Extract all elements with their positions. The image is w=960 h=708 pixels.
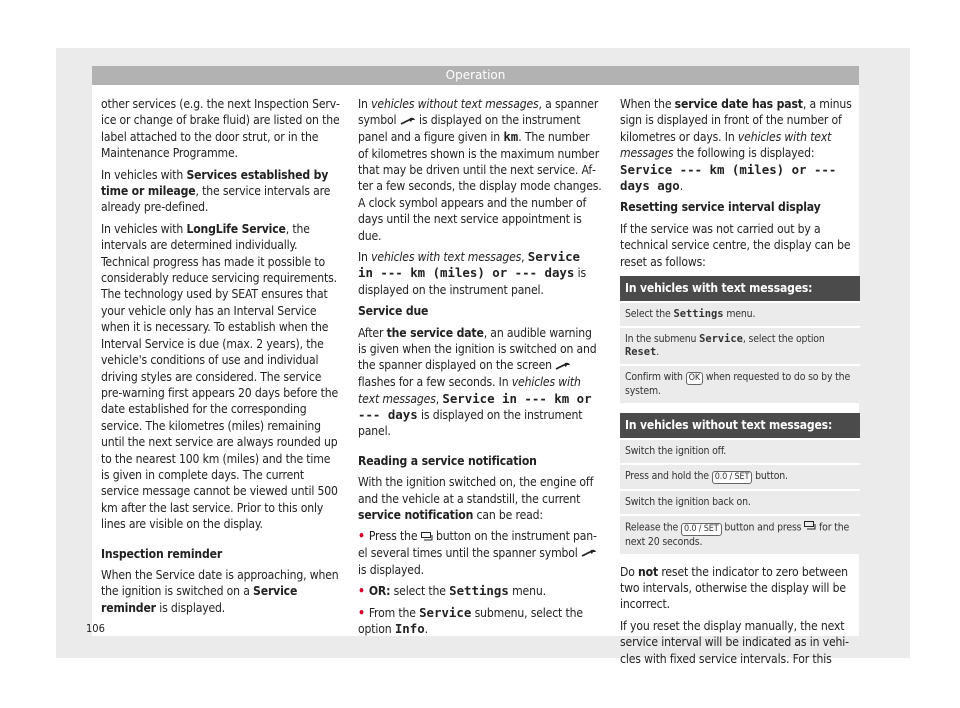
paragraph: With the ignition switched on, the engine off and the vehicle at a standstill, the current service notification can be read: [358, 475, 594, 522]
set-button-label: 0.0 / SET [712, 471, 753, 484]
bullet-item: • Press the button on the instrument panel several times until the spanner symbol is displayed. [358, 529, 597, 577]
bullet-item: • From the Service submenu, select the option Info. [358, 604, 583, 636]
paragraph: If the service was not carried out by a technical service centre, the display can be reset as follows: [620, 221, 851, 269]
bullet-item: • OR: select the Settings menu. [358, 583, 546, 599]
subheading-reading-notification: Reading a service notification [358, 453, 537, 468]
table-row: Switch the ignition off. [620, 438, 860, 463]
table-row: Press and hold the 0.0 / SET button. [620, 463, 860, 489]
table-no-text-messages [620, 413, 860, 554]
section-header: Operation [92, 66, 859, 85]
subheading-service-due: Service due [358, 304, 429, 319]
paragraph: When the Service date is approaching, when the ignition is switched on a Service reminder is displayed. [101, 567, 339, 615]
paragraph: Do not reset the indicator to zero between two intervals, otherwise the display will be incorrect. [620, 564, 848, 612]
table-header: In vehicles without text messages: [620, 413, 860, 438]
paragraph: In vehicles with Services established by time or mileage, the service intervals are already pre-defined. [101, 167, 331, 215]
table-row: In the submenu Service, select the option Reset. [620, 326, 860, 364]
table-text-messages [620, 276, 860, 403]
subheading-resetting: Resetting service interval display [620, 200, 821, 215]
paragraph: In vehicles with LongLife Service, the intervals are determined individually. Technical progress has made it possible to considerably reduce servicing requirements. The technology used by SEAT ensures that your vehicle only has an Interval Service when it is necessary. To establish when the Interval Service is due (max. 2 years), the vehicle's conditions of use and individual driving styles are considered. The service pre-warning first appears 20 days before the date established for the corresponding service. The kilometres (miles) remaining until the next service are always rounded up to the nearest 100 km (miles) and the time is given in complete days. The current service message cannot be viewed until 500 km after the last service. Prior to this only lines are visible on the display. [101, 221, 339, 532]
table-row: Release the 0.0 / SET button and press for the next 20 seconds. [620, 514, 860, 554]
table-row: Confirm with OK when requested to do so by the system. [620, 364, 860, 403]
table-header: In vehicles with text messages: [620, 276, 860, 301]
paragraph: other services (e.g. the next Inspection Service or change of brake fluid) are listed on the label attached to the door strut, or in the Maintenance Programme. [101, 97, 340, 161]
spanner-icon [555, 358, 571, 374]
column-2 [358, 96, 602, 642]
subheading-inspection-reminder: Inspection reminder [101, 546, 223, 561]
paragraph: If you reset the display manually, the next service interval will be indicated as in vehicles with fixed service intervals. For this [620, 618, 850, 666]
paragraph: In vehicles without text messages, a spanner symbol is displayed on the instrument panel and a figure given in km. The number of kilometres shown is the maximum number that may be driven until the next service. After a few seconds, the display mode changes. A clock symbol appears and the number of days until the next service appointment is due. [358, 97, 602, 243]
page-number: 106 [86, 622, 105, 635]
table-row: Select the Settings menu. [620, 301, 860, 326]
spanner-icon [400, 113, 416, 129]
table-row: Switch the ignition back on. [620, 489, 860, 514]
paragraph: When the service date has past, a minus sign is displayed in front of the number of kilometres or days. In vehicles with text messages the following is displayed: Service --- km (miles) or --- days ago. [620, 97, 852, 194]
spanner-icon [581, 545, 597, 561]
paragraph: After the service date, an audible warning is given when the ignition is switched on and the spanner displayed on the screen flashes for a few seconds. In vehicles with text messages, Service in --- km or --- days is displayed on the instrument panel. [358, 325, 597, 439]
column-1 [101, 96, 341, 621]
menu-button-icon [421, 529, 433, 545]
manual-page [86, 66, 859, 666]
set-button-label: 0.0 / SET [681, 523, 722, 536]
ok-button-label: OK [686, 372, 703, 385]
menu-button-icon [804, 521, 816, 534]
paragraph: In vehicles with text messages, Service in --- km (miles) or --- days is displayed on the instrument panel. [358, 248, 587, 297]
column-3 [620, 96, 860, 672]
